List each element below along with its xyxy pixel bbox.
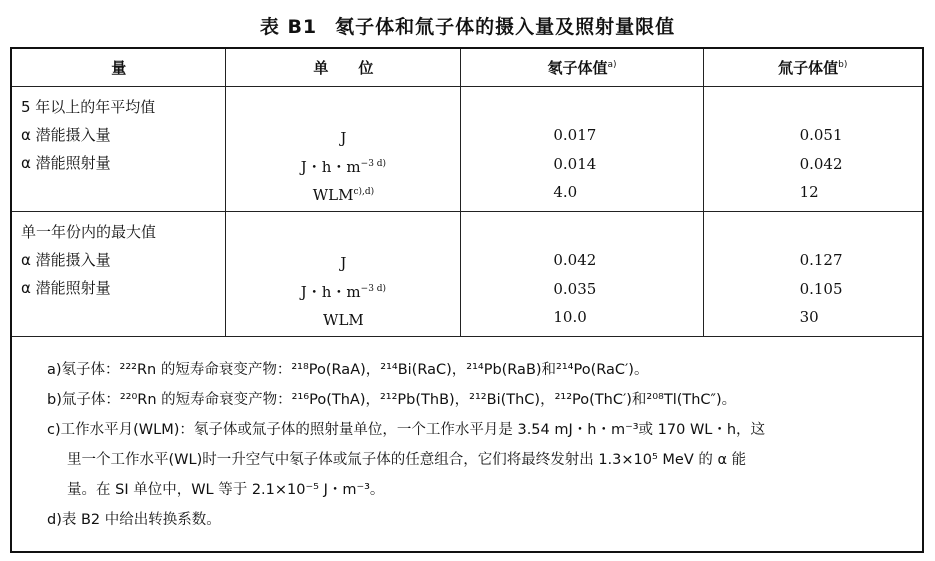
radon-value: 0.042 — [553, 251, 597, 269]
row-label: α 潜能摄入量 — [21, 251, 111, 269]
thoron-cell — [703, 87, 922, 212]
note-c: c)工作水平月(WLM)：氡子体或氚子体的照射量单位，一个工作水平月是 3.54 mJ・h・m⁻³或 170 WL・h，这 — [47, 422, 766, 438]
group-row-single-year — [12, 212, 922, 337]
group-heading: 5 年以上的年平均值 — [21, 98, 156, 116]
row-label: α 潜能摄入量 — [21, 126, 111, 144]
row-label: α 潜能照射量 — [21, 279, 111, 297]
unit-cell — [226, 87, 461, 212]
group-labels — [12, 87, 226, 212]
radon-cell — [461, 212, 703, 337]
note-c-continued: 量。在 SI 单位中，WL 等于 2.1×10⁻⁵ J・m⁻³。 — [67, 482, 385, 498]
thoron-value: 0.105 — [799, 279, 843, 298]
thoron-value: 12 — [799, 183, 819, 201]
radon-value: 4.0 — [553, 183, 578, 201]
radon-value: 0.035 — [553, 279, 597, 298]
radon-value: 10.0 — [553, 308, 587, 326]
header-thoron: 氚子体值$^{b)}$ — [703, 49, 922, 87]
unit-value: J・h・$m^{-3 d)}$ — [300, 282, 387, 301]
header-row — [12, 49, 922, 87]
radon-value: 0.017 — [553, 126, 597, 144]
group-row-annual — [12, 87, 922, 212]
thoron-value: 0.042 — [799, 154, 843, 173]
note-a: a)氡子体：²²²Rn 的短寿命衰变产物：²¹⁸Po(RaA)，²¹⁴Bi(RaC)，²¹⁴Pb(RaB)和²¹⁴Po(RaC′)。 — [47, 362, 649, 378]
table-caption: 氡子体和氚子体的摄入量及照射量限值 — [335, 16, 676, 38]
unit-value: J — [340, 129, 347, 147]
thoron-value: 0.127 — [799, 251, 843, 269]
limits-table — [12, 49, 922, 337]
header-quantity: 量 — [12, 49, 226, 87]
note-b: b)氚子体：²²⁰Rn 的短寿命衰变产物：²¹⁶Po(ThA)，²¹²Pb(ThB)，²¹²Bi(ThC)，²¹²Po(ThC′)和²⁰⁸Tl(ThC″)。 — [47, 392, 737, 408]
unit-value: J・h・$m^{-3 d)}$ — [300, 157, 387, 176]
thoron-cell — [703, 212, 922, 337]
table-notes — [12, 338, 922, 535]
group-heading: 单一年份内的最大值 — [21, 223, 157, 241]
table-number: 表 B1 — [259, 16, 318, 38]
unit-value: $WLM^{c),d)}$ — [312, 186, 375, 204]
thoron-value: 30 — [799, 308, 819, 326]
group-labels — [12, 212, 226, 337]
row-label: α 潜能照射量 — [21, 154, 111, 172]
unit-cell — [226, 212, 461, 337]
radon-value: 0.014 — [553, 154, 597, 173]
header-radon: 氡子体值$^{a)}$ — [461, 49, 703, 87]
radon-cell — [461, 87, 703, 212]
note-c-continued: 里一个工作水平(WL)时一升空气中氡子体或氚子体的任意组合，它们将最终发射出 1.3×10⁵ MeV 的 α 能 — [67, 452, 747, 468]
note-d: d)表 B2 中给出转换系数。 — [47, 512, 221, 528]
thoron-value: 0.051 — [799, 126, 843, 144]
header-unit: 单 位 — [226, 49, 461, 87]
table-title — [0, 12, 935, 39]
table-frame — [10, 47, 924, 553]
unit-value: J — [340, 254, 347, 272]
unit-value: WLM — [323, 311, 364, 329]
